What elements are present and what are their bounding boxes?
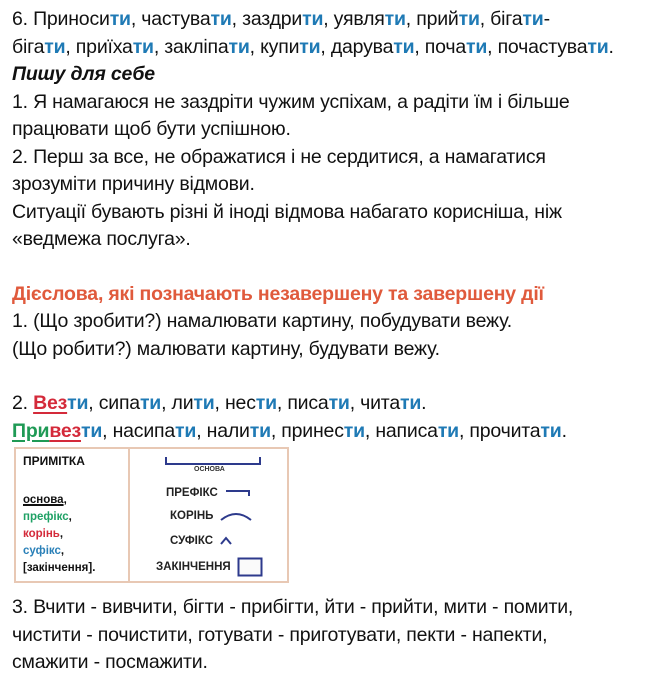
suffix-ti: ти xyxy=(67,392,89,414)
write-for-self-line: 1. Я намагаюся не заздріти чужим успіхам, а радіти їм і більше xyxy=(12,90,570,113)
exercise-number: 2. xyxy=(12,392,34,414)
comma: , xyxy=(60,545,65,557)
text-segment: , купи xyxy=(249,35,300,58)
suffix-ti: ти xyxy=(540,419,562,442)
text-segment: - xyxy=(543,8,550,30)
write-for-self-title: Пишу для себе xyxy=(12,63,155,85)
document-page xyxy=(12,6,652,445)
exercise-3 xyxy=(12,594,573,677)
exercise-3-line: 3. Вчити - вивчити, бігти - прибігти, йти - прийти, мити - помити, xyxy=(12,596,574,618)
text-segment: , поча xyxy=(414,35,466,58)
comma: , xyxy=(63,494,67,506)
verbs-line: (Що робити?) малювати картину, будувати вежу. xyxy=(12,337,440,360)
legend-prefix xyxy=(166,487,252,499)
text-segment: , закліпа xyxy=(153,35,229,58)
root-arc-icon xyxy=(219,510,253,522)
text-segment: , дарува xyxy=(320,35,394,58)
ending-box-icon xyxy=(237,557,263,577)
text-segment: , прочита xyxy=(458,419,541,442)
suffix-ti: ти xyxy=(384,8,406,30)
text-segment: . xyxy=(608,35,614,58)
osnova-label: ОСНОВА xyxy=(194,466,225,473)
suffix-ti: ти xyxy=(587,35,609,58)
text-segment: , уявля xyxy=(323,8,385,30)
note-legend-text xyxy=(16,449,130,581)
write-for-self-line: «ведмежа послуга». xyxy=(12,228,191,250)
write-for-self-line: 2. Перш за все, не ображатися і не сердитися, а намагатися xyxy=(12,145,546,168)
prefix-pry: При xyxy=(12,419,50,442)
spacer xyxy=(12,254,652,281)
text-segment: , частува xyxy=(130,8,211,30)
legend-root xyxy=(170,510,253,522)
note-osnova: основа xyxy=(23,494,64,506)
root-vez: вез xyxy=(49,419,81,442)
suffix-ti: ти xyxy=(343,419,365,442)
suffix-ti: ти xyxy=(399,392,422,414)
text-segment: , нали xyxy=(196,419,250,442)
suffix-ti: ти xyxy=(522,8,544,30)
legend-root-label: КОРІНЬ xyxy=(170,510,214,522)
note-ending: [закінчення]. xyxy=(23,562,96,574)
spacer xyxy=(12,363,652,390)
exercise-2-line-1-rest xyxy=(88,392,426,414)
suffix-ti: ти xyxy=(437,419,459,442)
text-segment: 6. Приноси xyxy=(12,8,110,30)
exercise-3-line: смажити - посмажити. xyxy=(12,651,208,673)
suffix-ti: ти xyxy=(175,419,197,442)
text-segment: , нес xyxy=(214,392,256,414)
note-root: корінь xyxy=(23,528,60,540)
prefix-mark-icon xyxy=(224,488,252,498)
write-for-self-line: Ситуації бувають різні й іноді відмова набагато корисніша, ніж xyxy=(12,200,562,223)
suffix-ti: ти xyxy=(228,35,250,58)
suffix-ti: ти xyxy=(44,35,66,58)
text-segment: , принес xyxy=(270,419,344,442)
text-segment: , почастува xyxy=(487,35,588,58)
osnova-bracket-icon xyxy=(165,457,261,465)
suffix-ti: ти xyxy=(255,392,277,414)
text-segment: , насипа xyxy=(102,419,176,442)
suffix-ti: ти xyxy=(109,8,131,30)
suffix-ti: ти xyxy=(466,35,488,58)
legend-suffix-label: СУФІКС xyxy=(170,535,214,547)
text-segment: , приїха xyxy=(65,35,133,58)
note-title: ПРИМІТКА xyxy=(23,454,85,468)
text-segment: . xyxy=(421,392,427,414)
exercise-2-line-2 xyxy=(12,418,652,446)
text-segment: , біга xyxy=(479,8,523,30)
suffix-ti: ти xyxy=(299,35,321,58)
suffix-ti: ти xyxy=(393,35,415,58)
suffix-ti: ти xyxy=(458,8,480,30)
note-suffix: суфікс xyxy=(23,545,61,557)
exercise-2-line-1 xyxy=(12,390,652,418)
suffix-ti: ти xyxy=(81,419,103,442)
comma: , xyxy=(59,528,64,540)
comma: , xyxy=(68,511,72,523)
text-segment: , написа xyxy=(364,419,438,442)
legend-suffix xyxy=(170,535,233,547)
suffix-ti: ти xyxy=(132,35,154,58)
note-box xyxy=(14,447,289,583)
root-vez: Вез xyxy=(33,392,68,414)
legend-prefix-label: ПРЕФІКС xyxy=(166,487,218,499)
suffix-ti: ти xyxy=(249,419,271,442)
exercise-6-line-1 xyxy=(12,6,652,34)
exercise-6-line-2 xyxy=(12,34,652,62)
note-symbols xyxy=(130,449,287,581)
legend-ending-label: ЗАКІНЧЕННЯ xyxy=(156,561,231,573)
text-segment: , писа xyxy=(276,392,329,414)
exercise-2-line-2-rest xyxy=(102,420,567,442)
legend-ending xyxy=(156,557,263,577)
exercise-3-line: чистити - почистити, готувати - приготувати, пекти - напекти, xyxy=(12,623,548,646)
suffix-ti: ти xyxy=(139,392,162,414)
suffix-ti: ти xyxy=(193,392,215,414)
text-segment: , ли xyxy=(161,392,194,414)
write-for-self-line: зрозуміти причину відмови. xyxy=(12,173,255,195)
verbs-line: 1. (Що зробити?) намалювати картину, побудувати вежу. xyxy=(12,310,512,332)
text-segment: , сипа xyxy=(88,392,140,414)
text-segment: , прий xyxy=(405,8,459,30)
suffix-ti: ти xyxy=(210,8,232,30)
text-segment: , чита xyxy=(349,392,400,414)
text-segment: . xyxy=(561,419,567,442)
write-for-self-line: працювати щоб бути успішною. xyxy=(12,118,291,140)
text-segment: біга xyxy=(12,35,45,58)
suffix-caret-icon xyxy=(219,536,233,546)
suffix-ti: ти xyxy=(302,8,324,30)
note-prefix: префікс xyxy=(23,511,69,523)
suffix-ti: ти xyxy=(328,392,350,414)
text-segment: , заздри xyxy=(231,8,303,30)
verbs-section-heading: Дієслова, які позначають незавершену та завершену дії xyxy=(12,282,544,305)
